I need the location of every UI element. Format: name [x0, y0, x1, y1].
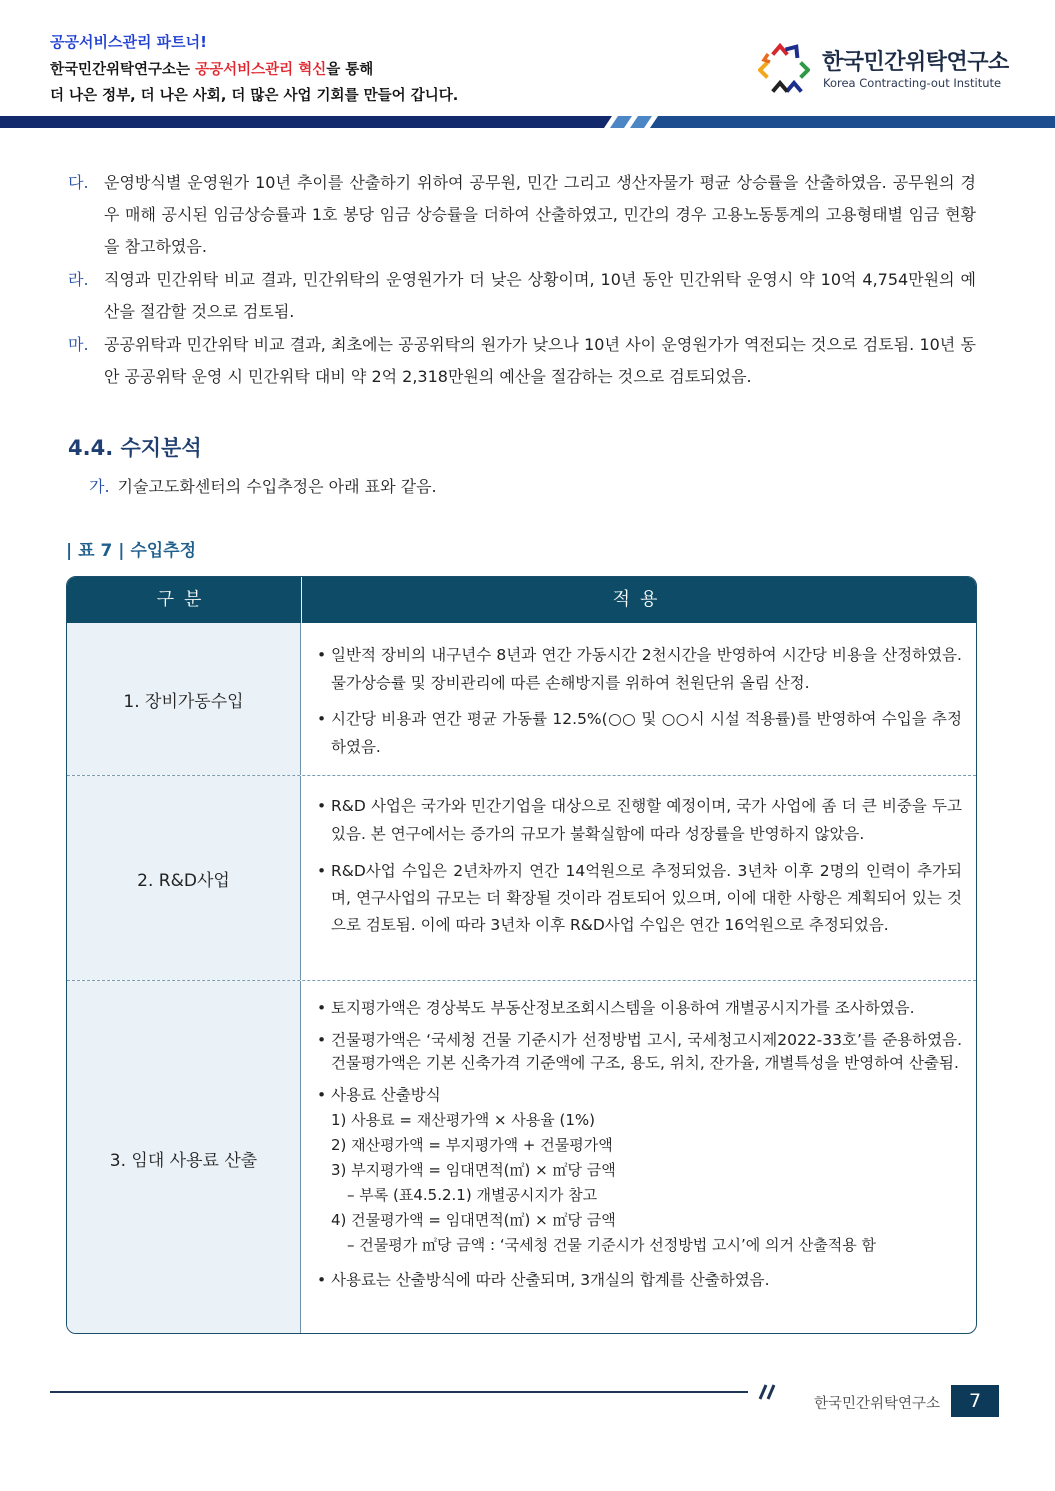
- page-header: [0, 0, 1055, 130]
- formula-note: – 부록 (표4.5.2.1) 개별공시지가 참고: [347, 1186, 598, 1204]
- paragraph-da: [68, 167, 976, 263]
- column-header-application: 적용: [301, 577, 977, 623]
- logo-name-english: Korea Contracting-out Institute: [823, 76, 1002, 90]
- footer-slash-icon: [752, 1383, 782, 1401]
- header-line-1-end: 을 통해: [326, 62, 374, 78]
- table-row: [67, 981, 976, 1334]
- institute-logo: [758, 40, 1018, 96]
- paragraph-text: 공공위탁과 민간위탁 비교 결과, 최초에는 공공위탁의 원가가 낮으나 10년 사이 운영원가가 역전되는 것으로 검토됨. 10년 동안 공공위탁 운영 시 민간위탁 대비 약 2억 2,318만원의 예산을 절감하는 것으로 검토되었음.: [104, 335, 976, 386]
- paragraph-text: 운영방식별 운영원가 10년 추이를 산출하기 위하여 공무원, 민간 그리고 생산자물가 평균 상승률을 산출하였음. 공무원의 경우 매해 공시된 임금상승률과 1호 봉당 임금 상승률을 더하여 산출하였고, 민간의 경우 고용노동통계의 고용형태별 임금 현황을 참고하였음.: [104, 173, 976, 256]
- row-label: 2. R&D사업: [67, 776, 301, 980]
- row-content: [301, 981, 977, 1334]
- formula-note: – 건물평가 ㎡당 금액 : ‘국세청 건물 기준시가 선정방법 고시’에 의거 산출적용 함: [347, 1236, 877, 1254]
- table-row: [67, 623, 976, 775]
- paragraph-marker: 마.: [68, 335, 89, 354]
- formula-line: 4) 건물평가액 = 임대면적(㎡) × ㎡당 금액: [331, 1211, 616, 1229]
- column-header-category: 구분: [156, 589, 212, 610]
- logo-mark-icon: [758, 42, 810, 94]
- page-number: 7: [951, 1385, 999, 1417]
- list-item: • 시간당 비용과 연간 평균 가동률 12.5%(○○ 및 ○○시 시설 적용률)를 반영하여 수입을 추정하였음.: [317, 705, 962, 761]
- list-item: • 일반적 장비의 내구년수 8년과 연간 가동시간 2천시간을 반영하여 시간당 비용을 산정하였음. 물가상승률 및 장비관리에 따른 손해방지를 위하여 천원단위 올림 산정.: [317, 641, 962, 697]
- list-item: • R&D사업 수입은 2년차까지 연간 14억원으로 추정되었음. 3년차 이후 2명의 인력이 추가되며, 연구사업의 규모는 더 확장될 것이라 검토되어 있으며, 이에 대한 사항은 계획되어 있는 것으로 검토됨. 이에 따라 3년차 이후 R&D사업 수입은 연간 16억원으로 추정되었음.: [317, 858, 962, 939]
- table-caption: | 표 7 | 수입추정: [66, 541, 197, 561]
- formula-line: 3) 부지평가액 = 임대면적(㎡) × ㎡당 금액: [331, 1161, 616, 1179]
- revenue-table: [66, 576, 977, 1334]
- table-header: [67, 577, 976, 623]
- footer-rule: [50, 1391, 748, 1393]
- header-line-2: 더 나은 정부, 더 나은 사회, 더 많은 사업 기회를 만들어 갑니다.: [50, 88, 459, 104]
- paragraph-ma: [68, 329, 976, 393]
- row-content: [301, 776, 977, 980]
- header-tagline: 공공서비스관리 파트너!: [50, 33, 207, 51]
- footer-organization: 한국민간위탁연구소: [814, 1396, 941, 1412]
- formula-line: 2) 재산평가액 = 부지평가액 + 건물평가액: [331, 1136, 613, 1154]
- list-item: • 사용료는 산출방식에 따라 산출되며, 3개실의 합계를 산출하였음.: [317, 1268, 962, 1293]
- logo-name-korean: 한국민간위탁연구소: [822, 50, 1009, 75]
- header-line-1-start: 한국민간위탁연구소는: [50, 62, 196, 78]
- header-band: [0, 116, 1055, 128]
- subtext-marker: 가.: [89, 477, 110, 496]
- header-line-1: [50, 58, 373, 79]
- list-item: • R&D 사업은 국가와 민간기업을 대상으로 진행할 예정이며, 국가 사업에 좀 더 큰 비중을 두고 있음. 본 연구에서는 증가의 규모가 불확실함에 따라 성장률을 반영하지 않았음.: [317, 792, 962, 848]
- paragraph-marker: 라.: [68, 270, 89, 289]
- paragraph-ra: [68, 264, 976, 328]
- list-item: • 토지평가액은 경상북도 부동산정보조회시스템을 이용하여 개별공시지가를 조사하였음.: [317, 996, 962, 1021]
- paragraph-text: 직영과 민간위탁 비교 결과, 민간위탁의 운영원가가 더 낮은 상황이며, 10년 동안 민간위탁 운영시 약 10억 4,754만원의 예산을 절감할 것으로 검토됨.: [104, 270, 976, 321]
- table-row: [67, 776, 976, 980]
- list-item: • 사용료 산출방식: [317, 1083, 962, 1108]
- list-item: • 건물평가액은 ‘국세청 건물 기준시가 선정방법 고시, 국세청고시제2022-33호’를 준용하였음. 건물평가액은 기본 신축가격 기준액에 구조, 용도, 위치, 잔가율, 개별특성을 반영하여 산출됨.: [317, 1029, 962, 1075]
- formula-line: 1) 사용료 = 재산평가액 × 사용율 (1%): [331, 1111, 596, 1129]
- section-subtext: [89, 474, 437, 497]
- paragraph-marker: 다.: [68, 173, 89, 192]
- subtext-body: 기술고도화센터의 수입추정은 아래 표와 같음.: [117, 477, 437, 496]
- row-label: 1. 장비가동수입: [67, 623, 301, 775]
- header-highlight: 공공서비스관리 혁신: [195, 62, 327, 78]
- row-content: [301, 623, 977, 775]
- section-title: 4.4. 수지분석: [68, 436, 202, 460]
- row-label: 3. 임대 사용료 산출: [67, 981, 301, 1334]
